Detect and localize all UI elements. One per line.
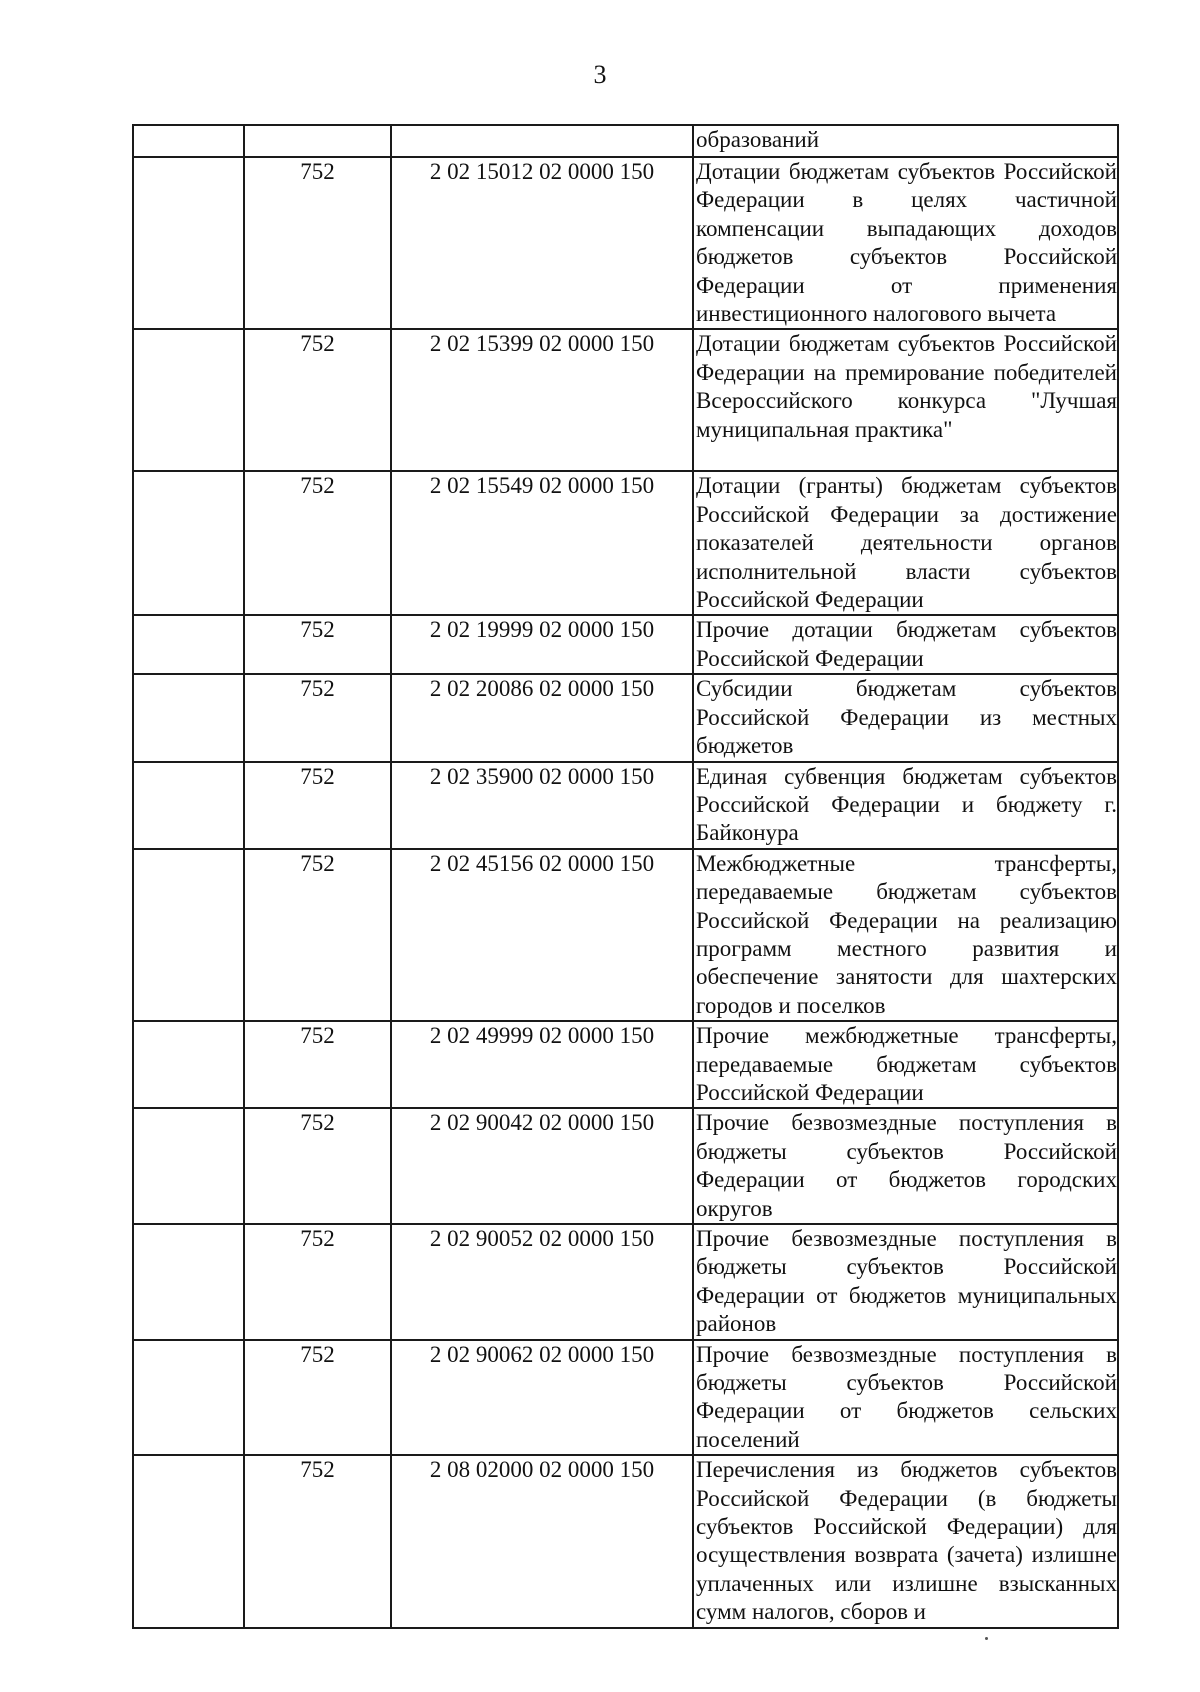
income-code-cell: 2 02 90052 02 0000 150 <box>391 1224 693 1340</box>
income-code-cell: 2 02 15549 02 0000 150 <box>391 471 693 615</box>
admin-code-cell: 752 <box>244 674 391 761</box>
table-cell-col1 <box>133 1340 244 1456</box>
admin-code-cell <box>244 125 391 157</box>
table-cell-col1 <box>133 849 244 1021</box>
budget-codes-table <box>132 124 1119 1629</box>
table-cell-col1 <box>133 1455 244 1627</box>
description-cell: Межбюджетные трансферты, передаваемые бюджетам субъектов Российской Федерации на реализацию программ местного развития и обеспечение занятости для шахтерских городов и поселков <box>693 849 1118 1021</box>
description-cell: Субсидии бюджетам субъектов Российской Федерации из местных бюджетов <box>693 674 1118 761</box>
income-code-cell: 2 02 19999 02 0000 150 <box>391 615 693 674</box>
table-row <box>133 1340 1118 1456</box>
income-code-cell: 2 02 90062 02 0000 150 <box>391 1340 693 1456</box>
table-cell-col1 <box>133 615 244 674</box>
admin-code-cell: 752 <box>244 762 391 849</box>
table-cell-col1 <box>133 329 244 471</box>
income-code-cell: 2 02 15012 02 0000 150 <box>391 157 693 329</box>
table-row <box>133 329 1118 471</box>
table-row <box>133 157 1118 329</box>
table-row <box>133 849 1118 1021</box>
table-row <box>133 1224 1118 1340</box>
description-cell: Дотации бюджетам субъектов Российской Федерации на премирование победителей Всероссийского конкурса "Лучшая муниципальная практика" <box>693 329 1118 471</box>
income-code-cell: 2 02 20086 02 0000 150 <box>391 674 693 761</box>
table-row <box>133 762 1118 849</box>
table-cell-col1 <box>133 471 244 615</box>
admin-code-cell: 752 <box>244 1021 391 1108</box>
description-cell: Единая субвенция бюджетам субъектов Российской Федерации и бюджету г. Байконура <box>693 762 1118 849</box>
table-cell-col1 <box>133 1224 244 1340</box>
description-cell: Прочие безвозмездные поступления в бюджеты субъектов Российской Федерации от бюджетов городских округов <box>693 1108 1118 1224</box>
scan-speck <box>985 1637 988 1640</box>
admin-code-cell: 752 <box>244 615 391 674</box>
admin-code-cell: 752 <box>244 1108 391 1224</box>
page-number: 3 <box>593 60 607 89</box>
income-code-cell: 2 02 90042 02 0000 150 <box>391 1108 693 1224</box>
description-cell: образований <box>693 125 1118 157</box>
income-code-cell: 2 02 49999 02 0000 150 <box>391 1021 693 1108</box>
table-row <box>133 1455 1118 1627</box>
admin-code-cell: 752 <box>244 471 391 615</box>
admin-code-cell: 752 <box>244 329 391 471</box>
description-cell: Прочие дотации бюджетам субъектов Российской Федерации <box>693 615 1118 674</box>
income-code-cell <box>391 125 693 157</box>
table-cell-col1 <box>133 1021 244 1108</box>
admin-code-cell: 752 <box>244 157 391 329</box>
description-cell: Дотации (гранты) бюджетам субъектов Российской Федерации за достижение показателей деятельности органов исполнительной власти субъектов Российской Федерации <box>693 471 1118 615</box>
description-cell: Прочие безвозмездные поступления в бюджеты субъектов Российской Федерации от бюджетов муниципальных районов <box>693 1224 1118 1340</box>
description-cell: Дотации бюджетам субъектов Российской Федерации в целях частичной компенсации выпадающих доходов бюджетов субъектов Российской Федерации от применения инвестиционного налогового вычета <box>693 157 1118 329</box>
table-row <box>133 674 1118 761</box>
description-cell: Прочие межбюджетные трансферты, передаваемые бюджетам субъектов Российской Федерации <box>693 1021 1118 1108</box>
table-row <box>133 125 1118 157</box>
table-cell-col1 <box>133 674 244 761</box>
table-cell-col1 <box>133 125 244 157</box>
table-cell-col1 <box>133 157 244 329</box>
income-code-cell: 2 02 35900 02 0000 150 <box>391 762 693 849</box>
table-cell-col1 <box>133 1108 244 1224</box>
admin-code-cell: 752 <box>244 1455 391 1627</box>
table-row <box>133 471 1118 615</box>
admin-code-cell: 752 <box>244 1340 391 1456</box>
table-row <box>133 1108 1118 1224</box>
description-cell: Прочие безвозмездные поступления в бюджеты субъектов Российской Федерации от бюджетов сельских поселений <box>693 1340 1118 1456</box>
income-code-cell: 2 08 02000 02 0000 150 <box>391 1455 693 1627</box>
admin-code-cell: 752 <box>244 849 391 1021</box>
income-code-cell: 2 02 45156 02 0000 150 <box>391 849 693 1021</box>
admin-code-cell: 752 <box>244 1224 391 1340</box>
description-cell: Перечисления из бюджетов субъектов Российской Федерации (в бюджеты субъектов Российской Федерации) для осуществления возврата (зачета) излишне уплаченных или излишне взысканных сумм налогов, сборов и <box>693 1455 1118 1627</box>
table-row <box>133 615 1118 674</box>
table-row <box>133 1021 1118 1108</box>
income-code-cell: 2 02 15399 02 0000 150 <box>391 329 693 471</box>
table-cell-col1 <box>133 762 244 849</box>
